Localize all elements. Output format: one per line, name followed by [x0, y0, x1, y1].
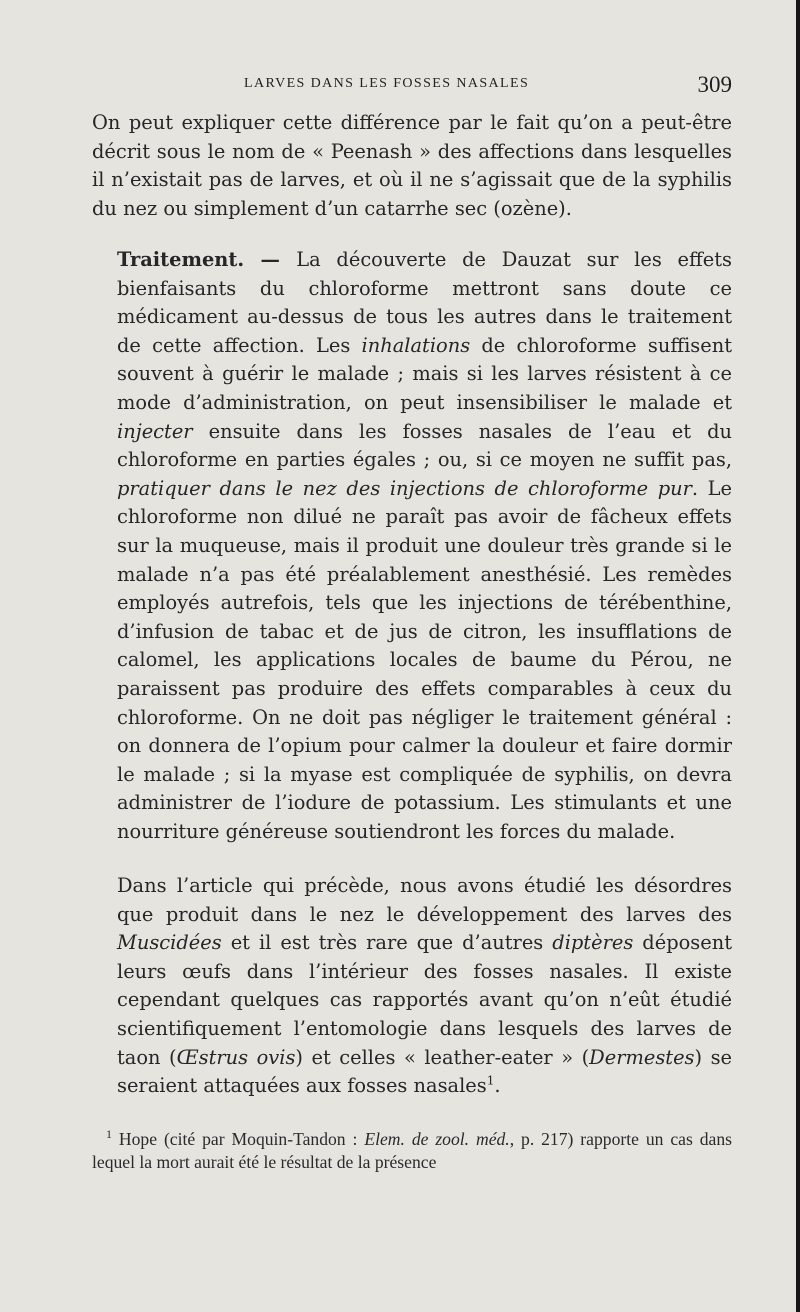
p2-italic-1: inhalations [361, 333, 471, 357]
paragraph-1 [92, 109, 732, 223]
page-number: 309 [697, 72, 732, 97]
footnote-segment-1: Hope (cité par Moquin-Tandon : [112, 1129, 365, 1149]
footnote-italic-1: Elem. de zool. méd. [364, 1129, 510, 1149]
p3-segment-2: et il est très rare que d’autres [221, 931, 553, 955]
footnote-reference: 1 [486, 1073, 495, 1088]
p2-segment-4: . Le chloroforme non dilué ne paraît pas avoir de fâcheux effets sur la muqueuse, mais il produit une douleur très grande si le malade n’a pas été préalablement anesthésié. Les remèdes employés autrefois, tels que les injections de térébenthine, d’infusion de tabac et de jus de citron, les insufflations de calomel, les applications locales de baume du Pérou, ne paraissent pas produire des effets comparables à ceux du chloroforme. On ne doit pas négliger le traitement général : on donnera de l’opium pour calmer la douleur et faire dormir le malade ; si la myase est compliquée de syphilis, on devra administrer de l’iodure de potassium. Les stimulants et une nourriture généreuse soutiendront les forces du malade. [117, 476, 732, 843]
paragraph-2 [92, 246, 732, 846]
footnote-text [92, 1128, 732, 1174]
paragraph-2-text [92, 246, 732, 846]
p3-italic-3: Œstrus ovis [176, 1045, 296, 1069]
p2-segment-2: de chloroforme suffisent souvent à guérir le malade ; mais si les larves résistent à ce mode d’administration, on peut insensibiliser le malade et [117, 333, 733, 414]
heading-dash: — [244, 248, 297, 271]
section-heading-traitement: Traitement. [117, 248, 245, 271]
footnote [92, 1128, 732, 1174]
footnote-segment-2: , p. 217) rapporte un cas dans lequel la mort aurait été le résultat de la présence [92, 1129, 732, 1172]
p2-segment-1: La découverte de Dauzat sur les effets bienfaisants du chloroforme mettront sans doute ce médicament au-dessus de tous les autres dans le traitement de cette affection. Les [117, 248, 732, 357]
p3-segment-1: Dans l’article qui précède, nous avons étudié les désordres que produit dans le nez le développement des larves des [117, 874, 732, 926]
p3-italic-4: Dermestes [589, 1045, 695, 1069]
paragraph-3 [92, 872, 732, 1101]
p3-italic-2: diptères [552, 931, 634, 955]
paragraph-1-text: On peut expliquer cette différence par le fait qu’on a peut-être décrit sous le nom de « Peenash » des affections dans lesquelles il n’existait pas de larves, et où il ne s’agissait que de la syphilis du nez ou simplement d’un catarrhe sec (ozène). [92, 111, 732, 220]
p3-segment-6: . [494, 1074, 501, 1098]
p2-italic-3: pratiquer dans le nez des injections de chloroforme pur [117, 476, 692, 500]
footnote-marker: 1 [106, 1127, 112, 1142]
paragraph-3-text [92, 872, 732, 1101]
p2-italic-2: injecter [117, 419, 193, 443]
p3-segment-5: ) se seraient attaquées aux fosses nasales [117, 1045, 733, 1098]
running-title: LARVES DANS LES FOSSES NASALES [244, 76, 530, 91]
p3-italic-1: Muscidées [117, 931, 222, 955]
p2-segment-3: ensuite dans les fosses nasales de l’eau et du chloroforme en parties égales ; ou, si ce moyen ne suffit pas, [117, 419, 732, 472]
page-header [92, 72, 732, 102]
p3-segment-3: déposent leurs œufs dans l’intérieur des fosses nasales. Il existe cependant quelques cas rapportés avant qu’on n’eût étudié scientifiquement l’entomologie dans lesquels des larves de taon ( [117, 931, 732, 1069]
p3-segment-4: ) et celles « leather-eater » ( [295, 1045, 590, 1069]
scan-edge [796, 0, 800, 1312]
